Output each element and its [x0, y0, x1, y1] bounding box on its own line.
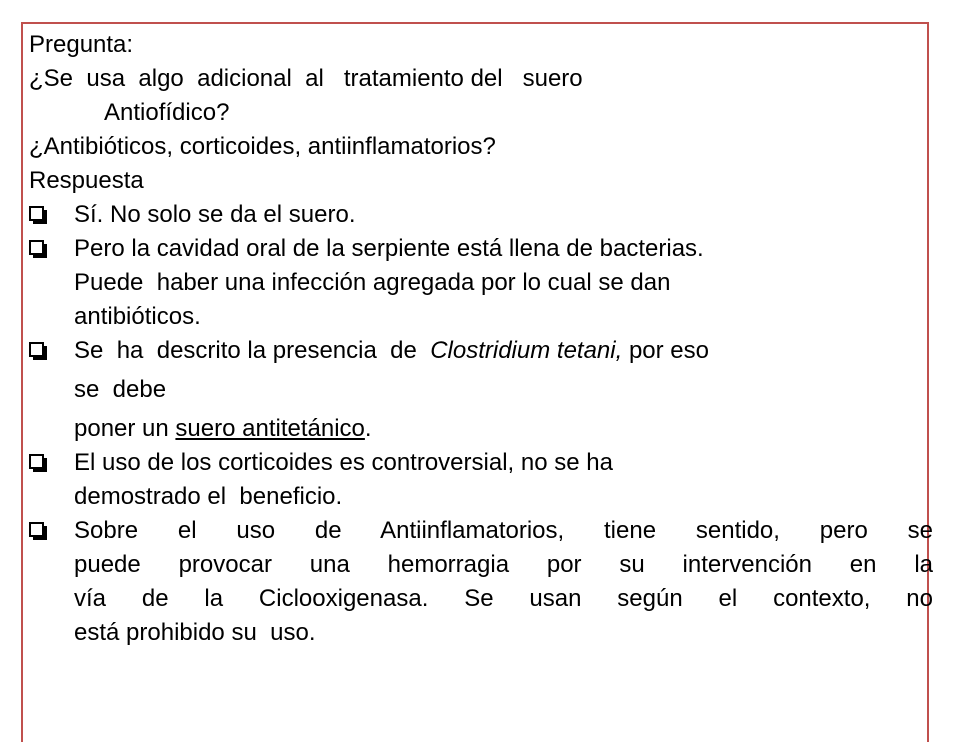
bullet-5-line-1: Sobre el uso de Antiinflamatorios, tiene sentido, pero se — [74, 517, 933, 544]
bullet-5-line-4: está prohibido su uso. — [74, 619, 316, 646]
bullet-4-line-2: demostrado el beneficio. — [74, 483, 343, 510]
slide-content — [29, 28, 933, 650]
bullet-3-italic-species: Clostridium tetani, — [430, 337, 623, 364]
bullet-5-line-3: vía de la Ciclooxigenasa. Se usan según el contexto, no — [74, 585, 933, 612]
bullet-item-5 — [29, 514, 933, 650]
checkbox-bullet-icon-front — [29, 342, 44, 357]
question-line-3: ¿Antibióticos, corticoides, antiinflamatorios? — [29, 133, 496, 160]
bullet-item-4 — [29, 446, 933, 514]
checkbox-bullet-icon-front — [29, 206, 44, 221]
bullet-3-line-3-post: . — [364, 415, 372, 442]
antitetanic-serum-text: suero antitetánico — [175, 415, 365, 442]
bullet-3-line-2: se debe — [74, 376, 167, 403]
bullet-item-1 — [29, 198, 933, 232]
bullet-2-line-2: Puede haber una infección agregada por lo cual se dan — [74, 269, 671, 296]
question-label: Pregunta: — [29, 31, 134, 58]
bullet-2-line-1: Pero la cavidad oral de la serpiente está llena de bacterias. — [74, 235, 704, 262]
bullet-3-text-post: por eso — [622, 337, 709, 364]
question-line-1: ¿Se usa algo adicional al tratamiento del suero — [29, 65, 583, 92]
checkbox-bullet-icon-front — [29, 240, 44, 255]
bullet-2-line-3: antibióticos. — [74, 303, 201, 330]
bullet-4-line-1: El uso de los corticoides es controversial, no se ha — [74, 449, 613, 476]
checkbox-bullet-icon-front — [29, 522, 44, 537]
bullet-1-line-1: Sí. No solo se da el suero. — [74, 201, 356, 228]
checkbox-bullet-icon-front — [29, 454, 44, 469]
bullet-3-line-3 — [74, 412, 933, 446]
question-line-2: Antiofídico? — [104, 99, 230, 126]
bullet-item-3 — [29, 334, 933, 446]
bullet-3-line-3-pre: poner un — [74, 415, 176, 442]
answer-label: Respuesta — [29, 167, 144, 194]
bullet-5-line-2: puede provocar una hemorragia por su intervención en la — [74, 551, 933, 578]
bullet-3-text-pre: Se ha descrito la presencia de — [74, 337, 431, 364]
bullet-item-2 — [29, 232, 933, 334]
bullet-3-line-1 — [74, 334, 933, 368]
